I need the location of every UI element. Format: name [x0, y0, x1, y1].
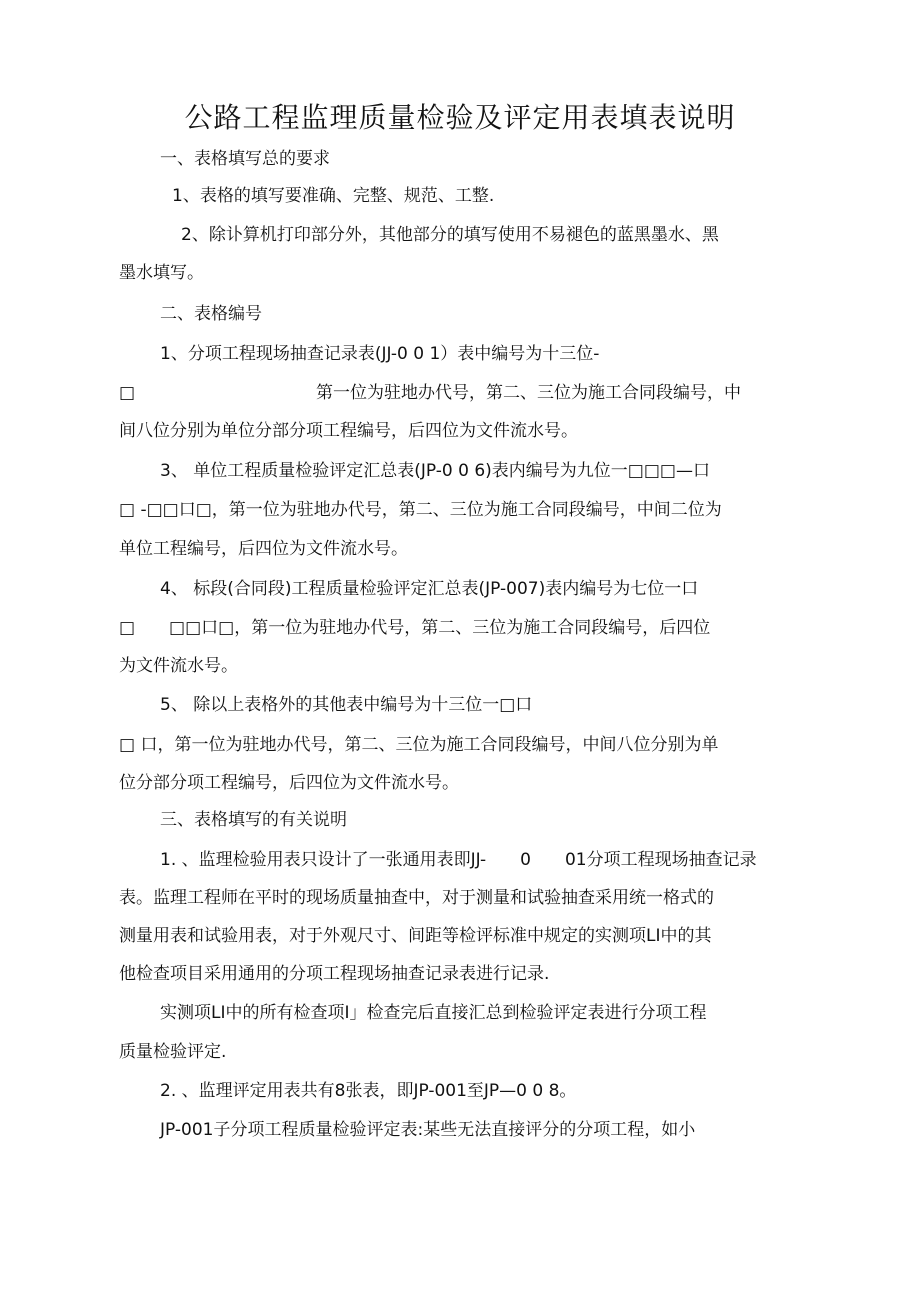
paragraph-line: 为文件流水号。 — [119, 656, 238, 676]
paragraph-line: 表。监理工程师在平时的现场质量抽查中，对于测量和试验抽查采用统一格式的 — [119, 888, 714, 908]
paragraph-line: 5、 除以上表格外的其他表中编号为十三位一□口 — [160, 695, 533, 715]
paragraph-line: JP-001子分项工程质量检验评定表:某些无法直接评分的分项工程，如小 — [160, 1120, 696, 1140]
document-title: 公路工程监理质量检验及评定用表填表说明 — [184, 101, 736, 134]
paragraph-line: 测量用表和试验用表，对于外观尺寸、间距等检评标准中规定的实测项LI中的其 — [119, 926, 712, 946]
section-heading-2: 二、表格编号 — [160, 304, 262, 324]
paragraph-line: 位分部分项工程编号，后四位为文件流水号。 — [119, 773, 459, 793]
paragraph-line: 他检查项目采用通用的分项工程现场抽查记录表进行记录. — [119, 964, 550, 984]
paragraph-line: 墨水填写。 — [119, 263, 204, 283]
paragraph-line: 2. 、监理评定用表共有8张表，即JP-001至JP—0 0 8。 — [160, 1081, 577, 1101]
paragraph-line: 4、 标段(合同段)工程质量检验评定汇总表(JP-007)表内编号为七位一口 — [160, 579, 699, 599]
paragraph-line: 1. 、监理检验用表只设计了一张通用表即JJ- 0 01分项工程现场抽查记录 — [160, 850, 757, 870]
paragraph-line: 第一位为驻地办代号，第二、三位为施工合同段编号，中 — [316, 383, 741, 403]
section-heading-1: 一、表格填写总的要求 — [160, 149, 330, 169]
paragraph-line: 单位工程编号，后四位为文件流水号。 — [119, 539, 408, 559]
paragraph-line: 1、分项工程现场抽查记录表(JJ-0 0 1）表中编号为十三位- — [160, 344, 600, 364]
paragraph-line: 1、表格的填写要准确、完整、规范、工整. — [172, 186, 495, 206]
paragraph-line: 质量检验评定. — [119, 1042, 227, 1062]
paragraph-line: 间八位分别为单位分部分项工程编号，后四位为文件流水号。 — [119, 421, 578, 441]
paragraph-line: 实测项LI中的所有检查项I」检查完后直接汇总到检验评定表进行分项工程 — [160, 1003, 707, 1023]
paragraph-line: □ -□□口□，第一位为驻地办代号，第二、三位为施工合同段编号，中间二位为 — [119, 500, 722, 520]
paragraph-line: □ — [119, 383, 136, 403]
paragraph-line: 3、 单位工程质量检验评定汇总表(JP-0 0 6)表内编号为九位一□□□—口 — [160, 461, 710, 481]
paragraph-line: 2、除讣算机打印部分外，其他部分的填写使用不易褪色的蓝黑墨水、黑 — [181, 225, 719, 245]
section-heading-3: 三、表格填写的有关说明 — [160, 810, 347, 830]
paragraph-line: □ □□口□，第一位为驻地办代号，第二、三位为施工合同段编号，后四位 — [119, 618, 711, 638]
paragraph-line: □ 口，第一位为驻地办代号，第二、三位为施工合同段编号，中间八位分别为单 — [119, 735, 719, 755]
